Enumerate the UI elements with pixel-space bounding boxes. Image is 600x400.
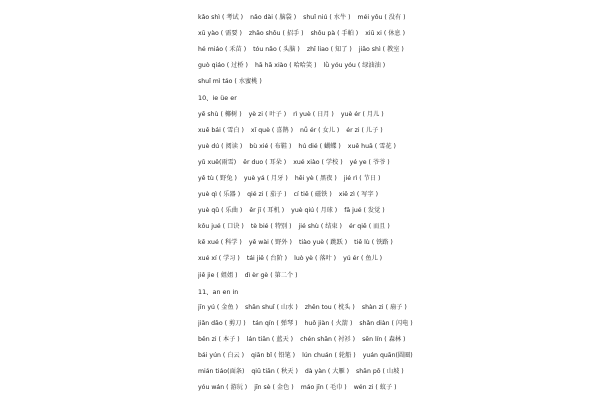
word-entry: hā hā xiào ( 哈哈笑 ): [254, 62, 317, 70]
word-entry: yuè qǔ ( 乐曲 ): [198, 207, 243, 215]
word-entry: qié zi ( 茄子 ): [247, 191, 287, 199]
word-entry: xiě zì ( 写字 ): [338, 191, 378, 199]
word-entry: tóu nǎo ( 头脑 ): [253, 46, 300, 54]
word-entry: ěr duo ( 耳朵 ): [243, 158, 287, 166]
word-entry: huǒ jiàn ( 火箭 ): [304, 319, 353, 327]
word-entry: nǚ ér ( 女儿 ): [300, 126, 340, 134]
word-entry: cí tiě ( 磁铁 ): [293, 191, 332, 199]
word-row: [198, 364, 598, 380]
word-entry: ér qiě ( 而且 ): [348, 223, 390, 231]
word-entry: xiū xi ( 休息 ): [365, 30, 405, 38]
section-heading: 11、an en in: [198, 287, 239, 296]
word-row: [198, 123, 598, 139]
word-row: [198, 155, 598, 171]
word-entry: tái jiē ( 台阶 ): [246, 255, 288, 263]
word-entry: chén shān ( 衬衫 ): [300, 335, 356, 343]
word-entry: nǎo dài ( 脑袋 ): [250, 14, 297, 21]
word-row: [198, 10, 598, 26]
word-entry: shǎn diàn ( 闪电 ): [359, 319, 413, 327]
word-row: [198, 171, 598, 187]
word-entry: xué xí ( 学习 ): [198, 255, 240, 263]
word-row: [198, 348, 598, 364]
word-entry: xuě huā ( 雪花 ): [347, 142, 396, 150]
word-entry: wén zi ( 蚊子 ): [353, 384, 397, 392]
word-entry: shǒu pà ( 手帕 ): [310, 30, 359, 38]
word-entry: kǒu jué ( 口诀 ): [198, 223, 244, 231]
word-list: [198, 10, 598, 396]
word-row: [198, 139, 598, 155]
word-entry: yè zi ( 叶子 ): [248, 110, 287, 118]
word-entry: zhī liao ( 知了 ): [306, 46, 352, 54]
word-entry: shuǐ mì táo ( 水蜜桃 ): [198, 78, 262, 86]
word-row: [198, 316, 598, 332]
word-entry: kǎo shì ( 考试 ): [198, 14, 244, 21]
word-entry: ěr jī ( 耳机 ): [249, 207, 285, 215]
word-row: [198, 187, 598, 203]
word-entry: jīn yú ( 金鱼 ): [198, 303, 239, 311]
word-row: [198, 235, 598, 251]
word-entry: jīn sè ( 金色 ): [254, 384, 294, 392]
section-heading: 10、ie üe er: [198, 94, 237, 103]
word-entry: méi yǒu ( 没有 ): [357, 14, 406, 21]
word-entry: hēi yè ( 黑夜 ): [294, 174, 337, 182]
word-entry: xué xiào ( 学校 ): [293, 158, 343, 166]
word-entry: yuè yá ( 月牙 ): [243, 174, 288, 182]
word-entry: guò qiáo ( 过桥 ): [198, 62, 248, 70]
word-entry: fā jué ( 发觉 ): [344, 207, 385, 215]
word-entry: qiān bǐ ( 铅笔 ): [251, 351, 296, 359]
word-row: [198, 332, 598, 348]
word-entry: yǔ xuě(雨雪): [198, 158, 237, 166]
word-row: [198, 58, 598, 74]
word-entry: dà yàn ( 大雁 ): [304, 368, 350, 376]
word-entry: yě wài ( 野外 ): [248, 239, 292, 247]
word-entry: xuě bái ( 雪白 ): [198, 126, 244, 134]
word-entry: yóu wán ( 游玩 ): [198, 384, 248, 392]
word-entry: yú ér ( 鱼儿 ): [343, 255, 383, 263]
word-entry: zhěn tou ( 枕头 ): [304, 303, 355, 311]
word-entry: jiāo shì ( 教室 ): [358, 46, 404, 54]
word-row: [198, 203, 598, 219]
word-row: [198, 300, 598, 316]
word-row: [198, 268, 598, 284]
word-entry: ér zi ( 儿子 ): [346, 126, 383, 134]
word-entry: luò yè ( 落叶 ): [294, 255, 337, 263]
word-entry: qiū tiān ( 秋天 ): [251, 368, 298, 376]
word-entry: sēn lín ( 森林 ): [362, 335, 406, 343]
word-entry: yé ye ( 爷爷 ): [349, 158, 390, 166]
word-entry: mián tiáo(面条): [198, 368, 245, 376]
word-entry: máo jīn ( 毛巾 ): [300, 384, 347, 392]
word-entry: yuè qì ( 乐器 ): [198, 191, 241, 199]
word-entry: zhāo shǒu ( 招手 ): [248, 30, 304, 38]
word-row: [198, 26, 598, 42]
word-entry: yě tù ( 野兔 ): [198, 174, 237, 182]
word-entry: yuán quān(圆圈): [362, 351, 413, 359]
word-entry: tiě lù ( 铁路 ): [354, 239, 393, 247]
word-entry: tè bié ( 特别 ): [250, 223, 292, 231]
word-row: [198, 42, 598, 58]
word-entry: bái yún ( 白云 ): [198, 351, 245, 359]
word-entry: dì èr gè ( 第二个 ): [244, 271, 298, 279]
word-entry: yē shù ( 椰树 ): [198, 110, 242, 118]
word-entry: jiǎn dāo ( 剪刀 ): [198, 319, 246, 327]
word-entry: yuè ér ( 月儿 ): [340, 110, 384, 118]
word-entry: lǜ yóu yóu ( 绿油油 ): [323, 62, 386, 70]
word-entry: tiào yuè ( 跳跃 ): [298, 239, 348, 247]
word-entry: shàn zi ( 扇子 ): [361, 303, 407, 311]
word-entry: yuè dú ( 阅读 ): [198, 142, 243, 150]
word-entry: kē xué ( 科学 ): [198, 239, 242, 247]
word-entry: běn zi ( 本子 ): [198, 335, 240, 343]
word-row: [198, 74, 598, 90]
word-entry: xū yào ( 需要 ): [198, 30, 242, 38]
word-entry: hú dié ( 蝴蝶 ): [298, 142, 341, 150]
word-entry: shān shuǐ ( 山水 ): [245, 303, 298, 311]
word-row: [198, 380, 598, 396]
word-entry: shān pō ( 山坡 ): [356, 368, 404, 376]
word-entry: jié shù ( 结束 ): [298, 223, 342, 231]
word-entry: shuǐ niú ( 水牛 ): [303, 14, 351, 21]
word-row: [198, 251, 598, 267]
word-entry: tán qín ( 弹琴 ): [252, 319, 298, 327]
word-entry: bù xié ( 布鞋 ): [249, 142, 292, 150]
word-entry: lún chuán ( 轮船 ): [302, 351, 356, 359]
word-entry: jiě jie ( 姐姐 ): [198, 271, 238, 279]
word-entry: hé miáo ( 禾苗 ): [198, 46, 247, 54]
word-entry: xǐ què ( 喜鹊 ): [250, 126, 294, 134]
word-entry: rì yuè ( 日月 ): [293, 110, 334, 118]
word-entry: lán tiān ( 蓝天 ): [246, 335, 294, 343]
word-row: [198, 107, 598, 123]
word-row: [198, 219, 598, 235]
word-entry: yuè qiú ( 月球 ): [291, 207, 338, 215]
word-entry: jié rì ( 节日 ): [343, 174, 381, 182]
